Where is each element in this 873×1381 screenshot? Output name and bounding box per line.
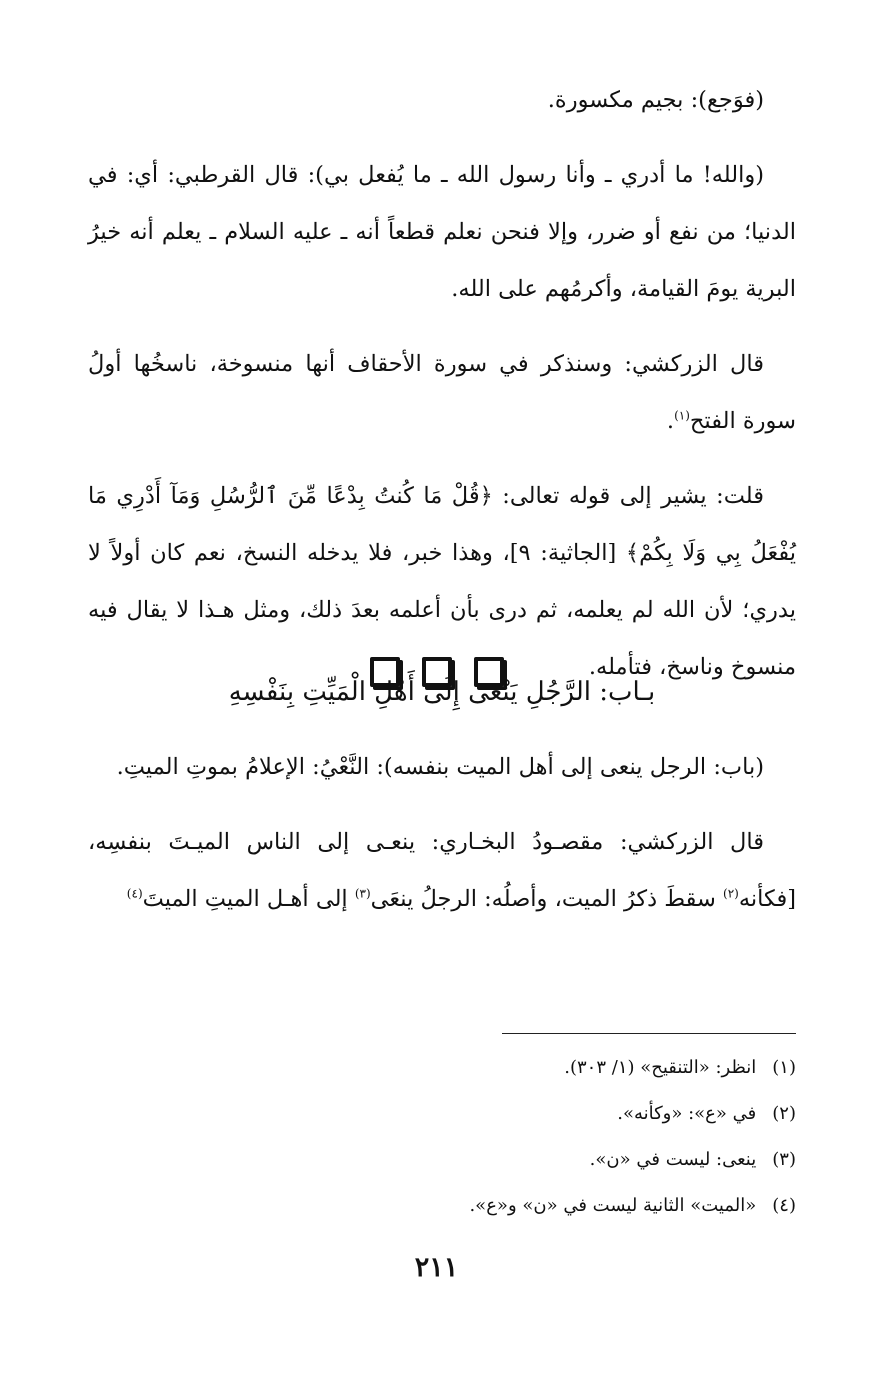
paragraph-bukhari xyxy=(88,814,796,928)
section-heading: بـاب: الرَّجُلِ يَنْعَى إِلَى أَهْلِ الْمَيِّتِ بِنَفْسِهِ xyxy=(228,677,656,707)
footnote-item xyxy=(88,1137,796,1183)
paragraph-bab: (باب: الرجل ينعى إلى أهل الميت بنفسه): النَّعْيُ: الإعلامُ بموتِ الميتِ. xyxy=(116,754,764,780)
footnote-number: (٣) xyxy=(772,1149,796,1170)
footnote-item xyxy=(88,1045,796,1091)
footnote-item xyxy=(88,1183,796,1229)
body-text-section xyxy=(88,660,796,928)
footnote-ref-1: (١) xyxy=(674,408,690,423)
footnote-ref-2: (٢) xyxy=(723,886,739,901)
paragraph-bukhari-part-c: إلى أهـل الميتِ الميتَ xyxy=(142,886,348,912)
page-number: ٢١١ xyxy=(414,1252,459,1283)
paragraph-fawaja: (فوَجع): بجيم مكسورة. xyxy=(547,87,764,113)
paragraph-bukhari-part-b: سقطَ ذكرُ الميت، وأصلُه: الرجلُ ينعَى xyxy=(370,886,716,912)
paragraph-qurtubi: (والله! ما أدري ـ وأنا رسول الله ـ ما يُفعل بي): قال القرطبي: أي: في الدنيا؛ من نفع أو ضرر، وإلا فنحن نعلم قطعاً أنه ـ عليه السلام ـ يعلم أنه خيرُ البرية يومَ القيامة، وأكرمُهم على الله. xyxy=(88,162,796,302)
footnote-number: (٢) xyxy=(772,1103,796,1124)
paragraph-zarkashi: قال الزركشي: وسنذكر في سورة الأحقاف أنها منسوخة، ناسخُها أولُ سورة الفتح$^{(١)}$. xyxy=(88,351,796,434)
footnote-text: انظر: «التنقيح» (١/ ٣٠٣). xyxy=(564,1057,757,1078)
footnote-text: «الميت» الثانية ليست في «ن» و«ع». xyxy=(469,1195,757,1216)
footnotes xyxy=(88,1045,796,1229)
footnote-separator xyxy=(502,1033,796,1034)
footnote-number: (١) xyxy=(772,1057,796,1078)
paragraph-bukhari-part-a: قال الزركشي: مقصـودُ البخـاري: ينعـى إلى الناس الميـتَ بنفسِه، [فكأنه xyxy=(88,829,796,912)
footnote-text: في «ع»: «وكأنه». xyxy=(617,1103,757,1124)
footnote-ref-4: (٤) xyxy=(126,886,143,901)
paragraph-zarkashi-text: قال الزركشي: وسنذكر في سورة الأحقاف أنها منسوخة، ناسخُها أولُ سورة الفتح xyxy=(88,351,796,434)
body-text-top xyxy=(88,72,796,696)
footnote-text: ينعى: ليست في «ن». xyxy=(589,1149,757,1170)
paragraph-qultu: قلت: يشير إلى قوله تعالى: ﴿قُلْ مَا كُنتُ بِدْعًا مِّنَ ٱلرُّسُلِ وَمَآ أَدْرِي مَا يُفْعَلُ بِي وَلَا بِكُمْ﴾ [الجاثية: ٩]، وهذا خبر، فلا يدخله النسخ، نعم كان أولاً لا يدري؛ لأن الله لم يعلمه، ثم درى بأن أعلمه بعدَ ذلك، ومثل هـذا لا يقال فيه منسوخ وناسخ، فتأمله. xyxy=(88,483,796,680)
footnote-number: (٤) xyxy=(772,1195,796,1216)
footnote-item xyxy=(88,1091,796,1137)
footnote-ref-3: (٣) xyxy=(354,886,371,901)
